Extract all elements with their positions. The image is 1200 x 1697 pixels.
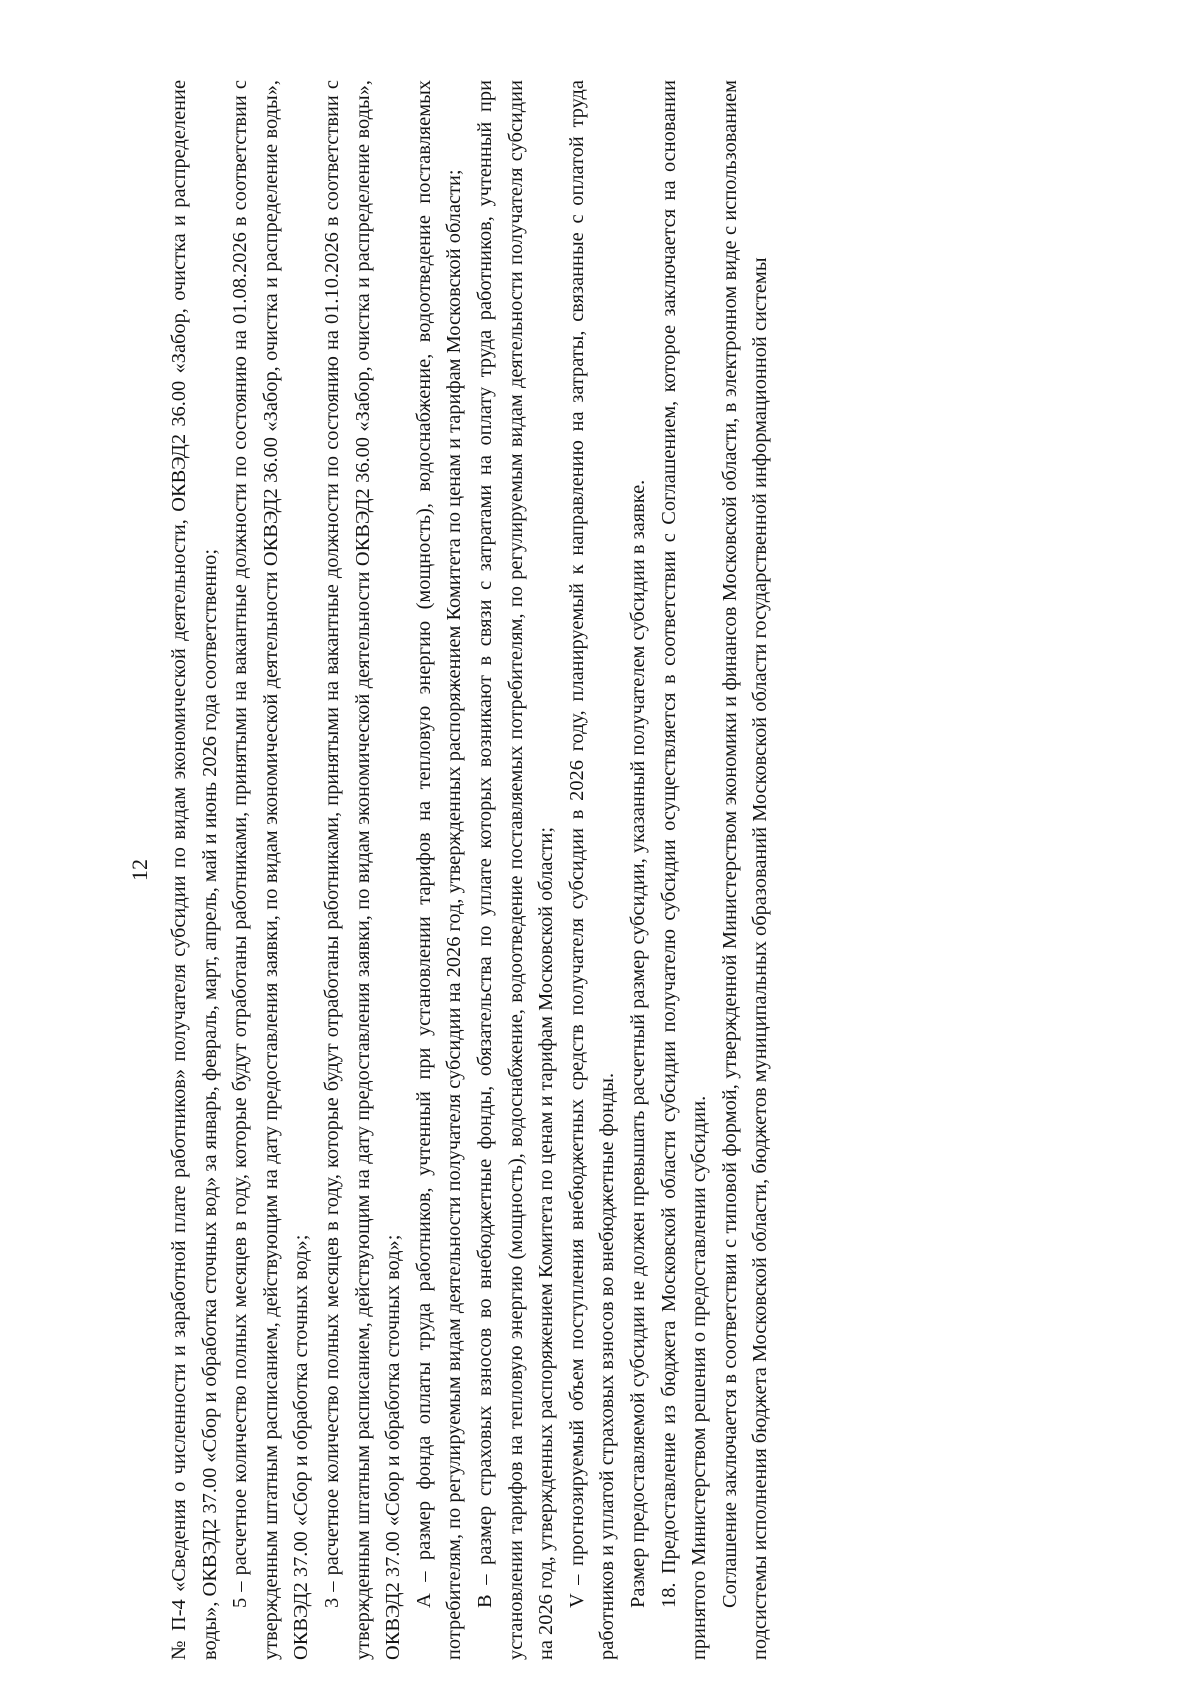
page-number: 12 [127,859,152,881]
paragraph-clause-18: 18. Предоставление из бюджета Московской области субсидии получателю субсидии осуществляется в соответствии с Соглашением, которое заключается на основании принятого Министерством решения о предоставлении субсидии. [657,80,711,1660]
rotated-page-content [124,80,1024,1660]
paragraph-okved-continuation: № П-4 «Сведения о численности и заработной плате работников» получателя субсидии по видам экономической деятельности, ОКВЭД2 36.00 «Забор, очистка и распределение воды», ОКВЭД2 37.00 «Сбор и обработка сточных вод» за январь, февраль, март, апрель, май и июнь 2026 года соответственно; [168,80,221,1660]
paragraph-variable-a: А – размер фонда оплаты труда работников, учтенный при установлении тарифов на тепловую энергию (мощность), водоснабжение, водоотведение поставляемых потребителям, по регулируемым видам деятельности получателя субсидии на 2026 год, утвержденных распоряжением Комитета по ценам и тарифам Московской области; [412,80,466,1660]
paragraph-variable-v: V – прогнозируемый объем поступления внебюджетных средств получателя субсидии в 2026 году, планируемый к направлению на затраты, связанные с оплатой труда работников и уплатой страховых взносов во внебюджетные фонды. [565,80,619,1660]
paragraph-variable-b: В – размер страховых взносов во внебюджетные фонды, обязательства по уплате которых возникают в связи с затратами на оплату труда работников, учтенный при установлении тарифов на тепловую энергию (мощность), водоснабжение, водоотведение поставляемых потребителям, по регулируемым видам деятельности получателя субсидии на 2026 год, утвержденных распоряжением Комитета по ценам и тарифам Московской области; [473,80,558,1660]
paragraph-months-3: 3 – расчетное количество полных месяцев в году, которые будут отработаны работниками, принятыми на вакантные должности по состоянию на 01.10.2026 в соответствии с утвержденным штатным расписанием, действующим на дату предоставления заявки, по видам экономической деятельности ОКВЭД2 36.00 «Забор, очистка и распределение воды», ОКВЭД2 37.00 «Сбор и обработка сточных вод»; [320,80,405,1660]
document-body [164,80,776,1660]
paragraph-subsidy-limit: Размер предоставляемой субсидии не должен превышать расчетный размер субсидии, указанный получателем субсидии в заявке. [626,479,649,1608]
paragraph-agreement: Соглашение заключается в соответствии с типовой формой, утвержденной Министерством экономики и финансов Московской области, в электронном виде с использованием подсистемы исполнения бюджета Московской области, бюджетов муниципальных образований Московской области государственной информационной системы [718,80,772,1660]
paragraph-months-5: 5 – расчетное количество полных месяцев в году, которые будут отработаны работниками, принятыми на вакантные должности по состоянию на 01.08.2026 в соответствии с утвержденным штатным расписанием, действующим на дату предоставления заявки, по видам экономической деятельности ОКВЭД2 36.00 «Забор, очистка и распределение воды», ОКВЭД2 37.00 «Сбор и обработка сточных вод»; [229,80,313,1660]
